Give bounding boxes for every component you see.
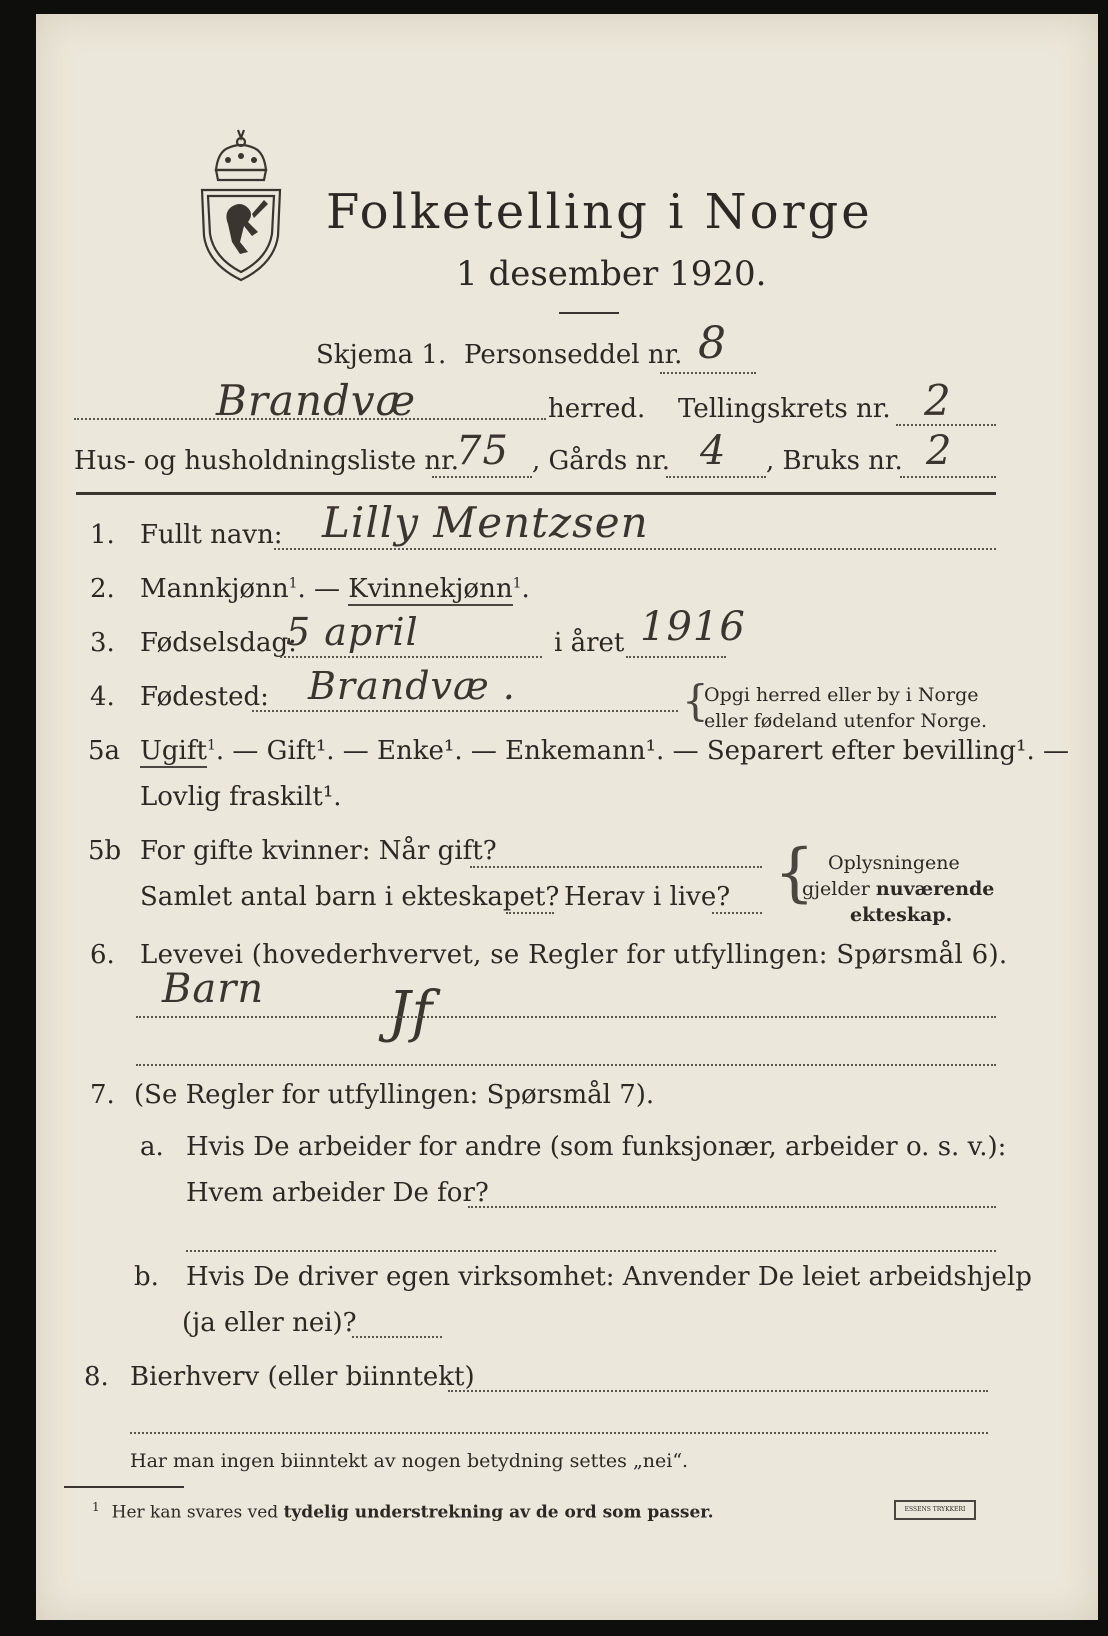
q1-label: Fullt navn: [140,520,283,550]
q3-value: 5 april [286,610,419,654]
q2-options: Mannkjønn$^1$. — Kvinnekjønn$^1$. [140,574,530,604]
q6-number: 6. [90,940,115,970]
census-form-sheet [36,14,1098,1620]
q6-field-line2 [136,1064,996,1066]
form-title: Folketelling i Norge [326,184,873,240]
q8-note: Har man ingen biinntekt av nogen betydning settes „nei“. [130,1450,689,1472]
printer-mark-stamp: ESSENS TRYKKERI [894,1500,976,1520]
bruks-field-line [900,476,996,478]
q7b-letter: b. [134,1262,159,1292]
q7a-field-line2 [186,1250,996,1252]
footnote-divider [64,1486,184,1488]
herred-label: herred. [548,394,646,424]
q5b-children-field-line [506,912,554,914]
q3-number: 3. [90,628,115,658]
q4-note-line1: Opgi herred eller by i Norge [704,684,979,706]
q3-field-line [280,656,542,658]
q4-brace: { [682,676,709,725]
q2-dash: . — [297,574,341,604]
q3-year-label: i året [554,628,625,658]
q5b-note-line2: gjelder nuværende [802,878,995,900]
q3-year-field-line [626,656,726,658]
q1-field-line [274,548,996,550]
q8-number: 8. [84,1362,109,1392]
norway-coat-of-arms-icon [200,126,282,282]
header-divider [76,492,996,495]
q5b-line1: For gifte kvinner: Når gift? [140,836,497,866]
q6-field-line1 [136,1016,996,1018]
q2-end: . [521,574,530,604]
q7a-field-line1 [468,1206,996,1208]
q4-number: 4. [90,682,115,712]
q5b-note-line1: Oplysningene [828,852,960,874]
q2-mann: Mannkjønn [140,574,289,604]
q5b-alive-field-line [712,912,762,914]
q6-value: Barn [162,966,265,1012]
q5a-rest: . — Gift¹. — Enke¹. — Enkemann¹. — Separert efter bevilling¹. — [215,736,1070,766]
q1-value: Lilly Mentzsen [322,498,649,547]
q4-value: Brandvæ . [308,664,516,708]
title-divider [559,312,619,314]
form-date: 1 desember 1920. [456,254,767,294]
q3-label: Fødselsdag: [140,628,297,658]
hus-field-line [432,476,532,478]
q5a-ugift-underlined: Ugift [140,736,207,766]
q4-field-line [252,710,678,712]
q7b-line1: Hvis De driver egen virksomhet: Anvender De leiet arbeidshjelp [186,1262,1032,1292]
q7a-letter: a. [140,1132,164,1162]
hus-label: Hus- og husholdningsliste nr. [74,446,460,476]
personseddel-value: 8 [698,318,727,369]
hus-value: 75 [456,428,509,474]
gards-field-line [666,476,766,478]
q7b-field-line [352,1336,442,1338]
schema-label: Skjema 1. [316,340,447,370]
q7a-line1: Hvis De arbeider for andre (som funksjonær, arbeider o. s. v.): [186,1132,1007,1162]
gards-label: , Gårds nr. [532,446,671,476]
q8-field-line2 [130,1432,988,1434]
q8-field-line1 [448,1390,988,1392]
footnote: $^1$ Her kan svares ved tydelig understrekning av de ord som passer. [92,1500,714,1523]
q5b-number: 5b [88,836,122,866]
q6-mark: Jf [388,980,434,1045]
footnote-mark: 1 [92,1500,100,1514]
q5b-line2a: Samlet antal barn i ekteskapet? [140,882,560,912]
q2-kvinne-underlined: Kvinnekjønn [348,574,513,604]
personseddel-label: Personseddel nr. [464,340,683,370]
herred-value: Brandvæ [216,376,417,425]
q5a-number: 5a [88,736,121,766]
q5b-brace: { [774,836,815,910]
bruks-label: , Bruks nr. [766,446,903,476]
q1-number: 1. [90,520,115,550]
personseddel-field-line [660,372,756,374]
q5b-married-field-line [470,866,762,868]
gards-value: 4 [700,428,727,474]
q7-label: (Se Regler for utfyllingen: Spørsmål 7). [134,1080,655,1110]
q2-number: 2. [90,574,115,604]
q5a-options: Ugift$^1$. — Gift¹. — Enke¹. — Enkemann¹. — Separert efter bevilling¹. — [140,736,1070,766]
q6-label: Levevei (hovederhvervet, se Regler for utfyllingen: Spørsmål 6). [140,940,1008,970]
q5b-line2b: Herav i live? [564,882,731,912]
q7-number: 7. [90,1080,115,1110]
tellingskrets-value: 2 [924,376,952,425]
q7a-line2: Hvem arbeider De for? [186,1178,489,1208]
q5a-line2: Lovlig fraskilt¹. [140,782,342,812]
tellingskrets-label: Tellingskrets nr. [678,394,891,424]
q7b-line2: (ja eller nei)? [182,1308,357,1338]
q5b-note-line3: ekteskap. [850,904,953,926]
q3-year-value: 1916 [640,604,746,650]
bruks-value: 2 [926,428,953,474]
q4-label: Fødested: [140,682,269,712]
q8-label: Bierhverv (eller biinntekt) [130,1362,475,1392]
q4-note-line2: eller fødeland utenfor Norge. [704,710,988,732]
